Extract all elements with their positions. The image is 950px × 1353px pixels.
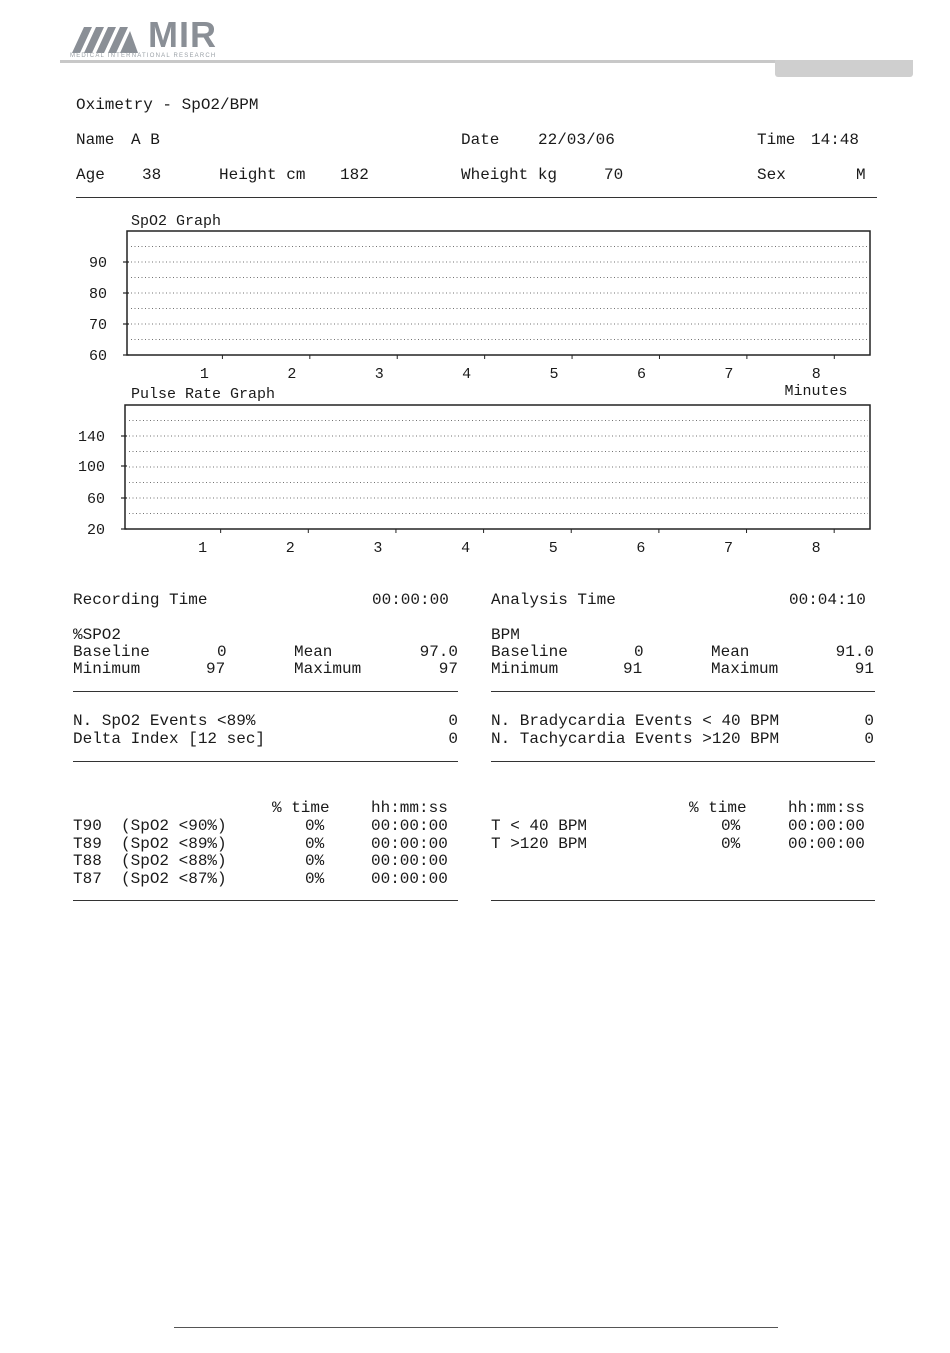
weight-value: 70: [604, 166, 624, 184]
x-tick-label: 5: [548, 540, 558, 557]
chart-title: SpO2 Graph: [131, 213, 222, 230]
table-divider-left: [73, 900, 458, 901]
table-row-time: 00:00:00: [371, 852, 448, 870]
y-tick-label: 90: [88, 255, 107, 272]
footer-rule: [174, 1327, 778, 1328]
header-divider: [76, 197, 877, 198]
bpm-heading: BPM: [491, 626, 520, 644]
spo2-mean-label: Mean: [294, 643, 333, 661]
x-tick-label: 8: [811, 540, 821, 557]
table-row-pct: 0%: [721, 817, 741, 835]
x-tick-label: 1: [198, 540, 208, 557]
x-tick-label: 2: [287, 366, 297, 383]
stats-divider-left: [73, 691, 458, 692]
logo-text: MIR: [148, 14, 217, 55]
height-label: Height cm: [219, 166, 306, 184]
spo2-table-col-time: hh:mm:ss: [371, 799, 448, 817]
spo2-mean-value: 97.0: [419, 643, 458, 661]
bpm-mean-value: 91.0: [835, 643, 874, 661]
table-row-label: T89 (SpO2 <89%): [73, 834, 227, 853]
y-tick-label: 60: [86, 491, 105, 508]
delta-index-label: Delta Index [12 sec]: [73, 730, 266, 748]
table-row-label: T87 (SpO2 <87%): [73, 869, 227, 888]
table-row-time: 00:00:00: [788, 817, 865, 835]
header-band: [775, 60, 913, 77]
x-tick-label: 8: [811, 366, 821, 383]
table-row-pct: 0%: [305, 817, 325, 835]
age-value: 38: [142, 166, 162, 184]
analysis-time-label: Analysis Time: [491, 591, 616, 609]
y-tick-label: 80: [88, 286, 107, 303]
bpm-maximum-value: 91: [854, 660, 874, 678]
delta-index-value: 0: [448, 730, 458, 748]
table-divider-right: [491, 900, 875, 901]
x-tick-label: 4: [461, 540, 471, 557]
bpm-minimum-label: Minimum: [491, 660, 559, 678]
x-tick-label: 6: [636, 540, 646, 557]
bpm-table-col-time: hh:mm:ss: [788, 799, 865, 817]
x-tick-label: 3: [374, 366, 384, 383]
y-tick-label: 70: [88, 317, 107, 334]
table-row-pct: 0%: [305, 852, 325, 870]
spo2-events-value: 0: [448, 712, 458, 730]
name-label: Name: [76, 131, 115, 149]
table-row-pct: 0%: [305, 834, 325, 853]
events-divider-right: [491, 761, 875, 762]
y-tick-label: 60: [88, 348, 107, 365]
tachycardia-events-label: N. Tachycardia Events >120 BPM: [491, 730, 780, 748]
table-row-label: T < 40 BPM: [491, 817, 588, 835]
height-value: 182: [340, 166, 369, 184]
logo-subtitle: MEDICAL INTERNATIONAL RESEARCH: [70, 53, 217, 59]
x-axis-label: Minutes: [784, 383, 848, 400]
date-label: Date: [461, 131, 500, 149]
time-label: Time: [757, 131, 796, 149]
spo2-baseline-value: 0: [217, 643, 227, 661]
bpm-table-col-pct: % time: [689, 799, 747, 817]
spo2-heading: %SPO2: [73, 626, 122, 644]
spo2-events-label: N. SpO2 Events <89%: [73, 712, 256, 730]
charts-area: [0, 200, 950, 570]
recording-time-value: 00:00:00: [372, 591, 449, 609]
spo2-maximum-label: Maximum: [294, 660, 362, 678]
spo2-baseline-label: Baseline: [73, 643, 150, 661]
weight-label: Wheight kg: [461, 166, 558, 184]
analysis-time-value: 00:04:10: [789, 591, 866, 609]
bradycardia-events-label: N. Bradycardia Events < 40 BPM: [491, 712, 780, 730]
bpm-baseline-value: 0: [634, 643, 644, 661]
bradycardia-events-value: 0: [864, 712, 874, 730]
chart-title: Pulse Rate Graph: [131, 386, 276, 403]
bpm-minimum-value: 91: [623, 660, 643, 678]
x-tick-label: 6: [636, 366, 646, 383]
spo2-minimum-label: Minimum: [73, 660, 141, 678]
table-row-pct: 0%: [721, 834, 741, 853]
x-tick-label: 2: [285, 540, 295, 557]
bpm-baseline-label: Baseline: [491, 643, 568, 661]
table-row-label: T90 (SpO2 <90%): [73, 817, 227, 835]
bpm-mean-label: Mean: [711, 643, 750, 661]
x-tick-label: 1: [199, 366, 209, 383]
stats-divider-right: [491, 691, 875, 692]
y-tick-label: 140: [77, 429, 105, 446]
spo2-maximum-value: 97: [438, 660, 458, 678]
spo2-minimum-value: 97: [206, 660, 226, 678]
age-label: Age: [76, 166, 105, 184]
name-value: A B: [131, 131, 160, 149]
y-tick-label: 20: [86, 522, 105, 539]
x-tick-label: 7: [724, 366, 734, 383]
table-row-time: 00:00:00: [788, 834, 865, 853]
x-tick-label: 5: [549, 366, 559, 383]
spo2-table-col-pct: % time: [272, 799, 330, 817]
table-row-label: T >120 BPM: [491, 834, 588, 853]
x-tick-label: 7: [724, 540, 734, 557]
tachycardia-events-value: 0: [864, 730, 874, 748]
date-value: 22/03/06: [538, 131, 615, 149]
recording-time-label: Recording Time: [73, 591, 208, 609]
sex-label: Sex: [757, 166, 786, 184]
x-tick-label: 4: [462, 366, 472, 383]
table-row-time: 00:00:00: [371, 869, 448, 888]
events-divider-left: [73, 761, 458, 762]
table-row-time: 00:00:00: [371, 817, 448, 835]
chart-frame: [125, 405, 870, 529]
sex-value: M: [856, 166, 866, 184]
report-title: Oximetry - SpO2/BPM: [76, 96, 259, 114]
x-tick-label: 3: [373, 540, 383, 557]
table-row-pct: 0%: [305, 869, 325, 888]
bpm-maximum-label: Maximum: [711, 660, 779, 678]
time-value: 14:48: [811, 131, 860, 149]
y-tick-label: 100: [77, 459, 105, 476]
table-row-time: 00:00:00: [371, 834, 448, 853]
table-row-label: T88 (SpO2 <88%): [73, 852, 227, 870]
